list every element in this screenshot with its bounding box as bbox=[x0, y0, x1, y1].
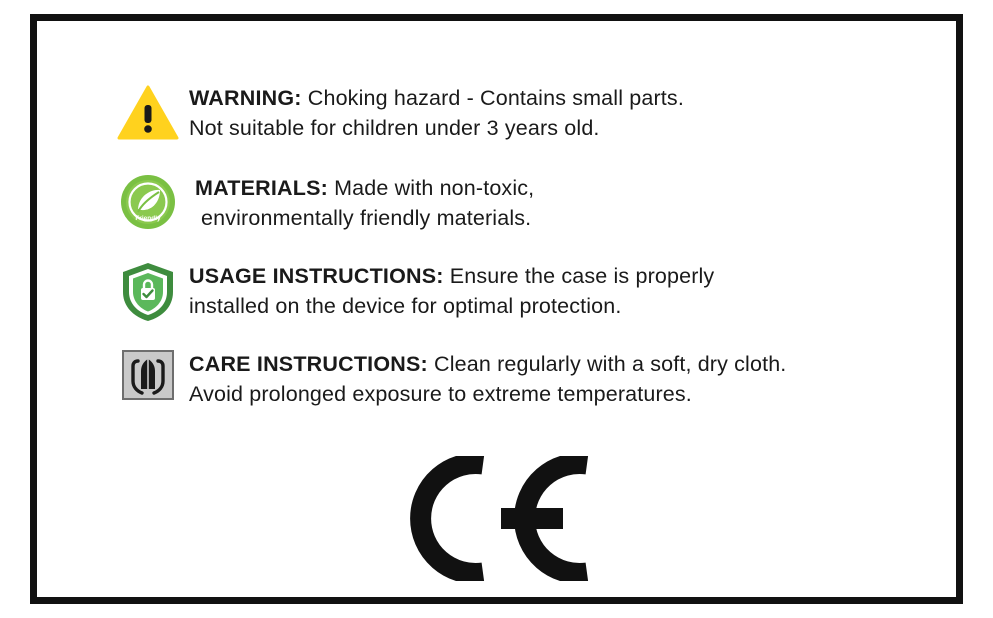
list-item-warning bbox=[107, 83, 927, 153]
shield-check-icon bbox=[107, 259, 189, 323]
warning-heading: WARNING: bbox=[189, 86, 302, 110]
warning-line-1 bbox=[189, 83, 927, 113]
list-item-care bbox=[107, 347, 927, 417]
warning-line-2: Not suitable for children under 3 years old. bbox=[189, 116, 600, 140]
eco-friendly-leaf-icon bbox=[107, 171, 189, 231]
care-text bbox=[189, 347, 927, 409]
materials-line-2: environmentally friendly materials. bbox=[201, 206, 532, 230]
ce-marking bbox=[37, 456, 956, 581]
care-line-1 bbox=[189, 349, 927, 379]
usage-text bbox=[189, 259, 927, 321]
care-line-2: Avoid prolonged exposure to extreme temperatures. bbox=[189, 382, 692, 406]
materials-text bbox=[189, 171, 927, 233]
materials-heading: MATERIALS: bbox=[195, 176, 328, 200]
list-item-usage bbox=[107, 259, 927, 329]
usage-heading: USAGE INSTRUCTIONS: bbox=[189, 264, 444, 288]
care-heading: CARE INSTRUCTIONS: bbox=[189, 352, 428, 376]
list-item-materials bbox=[107, 171, 927, 241]
care-line-1-rest: Clean regularly with a soft, dry cloth. bbox=[427, 352, 787, 376]
product-safety-label bbox=[30, 14, 963, 604]
svg-text:Friendly: Friendly bbox=[135, 215, 161, 222]
usage-line-1-rest: Ensure the case is properly bbox=[443, 264, 715, 288]
warning-triangle-icon bbox=[107, 83, 189, 141]
materials-line-1-rest: Made with non-toxic, bbox=[327, 176, 535, 200]
warning-line-1-rest: Choking hazard - Contains small parts. bbox=[301, 86, 684, 110]
warning-text bbox=[189, 83, 927, 143]
handle-with-care-icon bbox=[107, 347, 189, 401]
label-rows bbox=[107, 83, 927, 435]
usage-line-1 bbox=[189, 261, 927, 291]
usage-line-2: installed on the device for optimal protection. bbox=[189, 294, 622, 318]
materials-line-1 bbox=[195, 173, 927, 203]
